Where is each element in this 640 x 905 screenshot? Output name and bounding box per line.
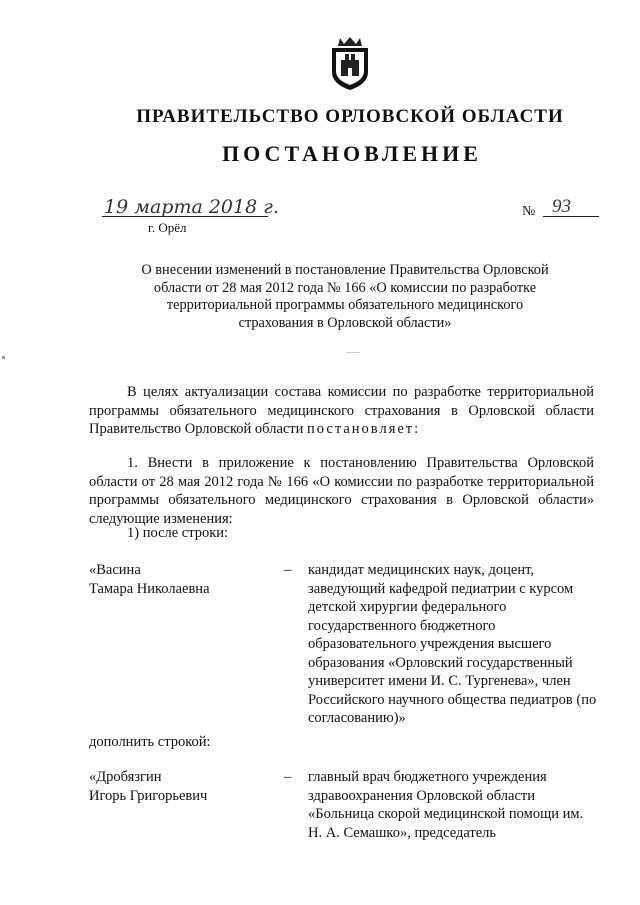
document-type-title: ПОСТАНОВЛЕНИЕ	[222, 141, 482, 166]
item-1-paragraph: 1. Внести в приложение к постановлению Правительства Орловской области от 28 мая 2012 года № 166 «О комиссии по разработке территориальной программы обязательного медицинского страхования в Орловской области» следующие изменения:	[89, 455, 594, 527]
handwritten-date: 19 марта 2018 г.	[104, 196, 279, 218]
preamble-text: В целях актуализации состава комиссии по разработке территориальной программы обязательного медицинского страхования в Орловской области Правительство Орловской области	[89, 384, 594, 437]
subitem-1: 1) после строки:	[127, 525, 229, 541]
handwritten-number: 93	[552, 196, 571, 217]
member-name: «Васина Тамара Николаевна	[89, 562, 210, 597]
dash-separator: –	[284, 562, 292, 578]
dash-separator: –	[284, 769, 292, 785]
date-underline	[102, 216, 268, 217]
government-title: ПРАВИТЕЛЬСТВО ОРЛОВСКОЙ ОБЛАСТИ	[136, 106, 564, 127]
scan-mark	[346, 352, 360, 353]
member-description: главный врач бюджетного учреждения здравоохранения Орловской области «Больница скорой медицинской помощи им. Н. А. Семашко», председатель	[308, 769, 584, 841]
preamble-paragraph	[89, 383, 594, 439]
number-label: №	[522, 204, 536, 219]
coat-of-arms-icon	[326, 34, 374, 92]
supplement-line: дополнить строкой:	[89, 734, 211, 750]
member-description: кандидат медицинских наук, доцент, заведующий кафедрой педиатрии с курсом детской хирургии федерального государственного бюджетного образовательного учреждения высшего образования «Орловский государственный университет имени И. С. Тургенева», член Российского научного общества педиатров (по согласованию)»	[308, 562, 597, 726]
resolve-keyword: постановляет:	[307, 421, 421, 437]
member-name: «Дробязгин Игорь Григорьевич	[89, 769, 208, 804]
document-subject: О внесении изменений в постановление Правительства Орловской области от 28 мая 2012 года № 166 «О комиссии по разработке территориальной программы обязательного медицинского страхования в Орловской области»	[141, 262, 549, 331]
city-label: г. Орёл	[148, 220, 187, 235]
scan-mark	[2, 356, 5, 359]
number-underline	[543, 216, 599, 217]
